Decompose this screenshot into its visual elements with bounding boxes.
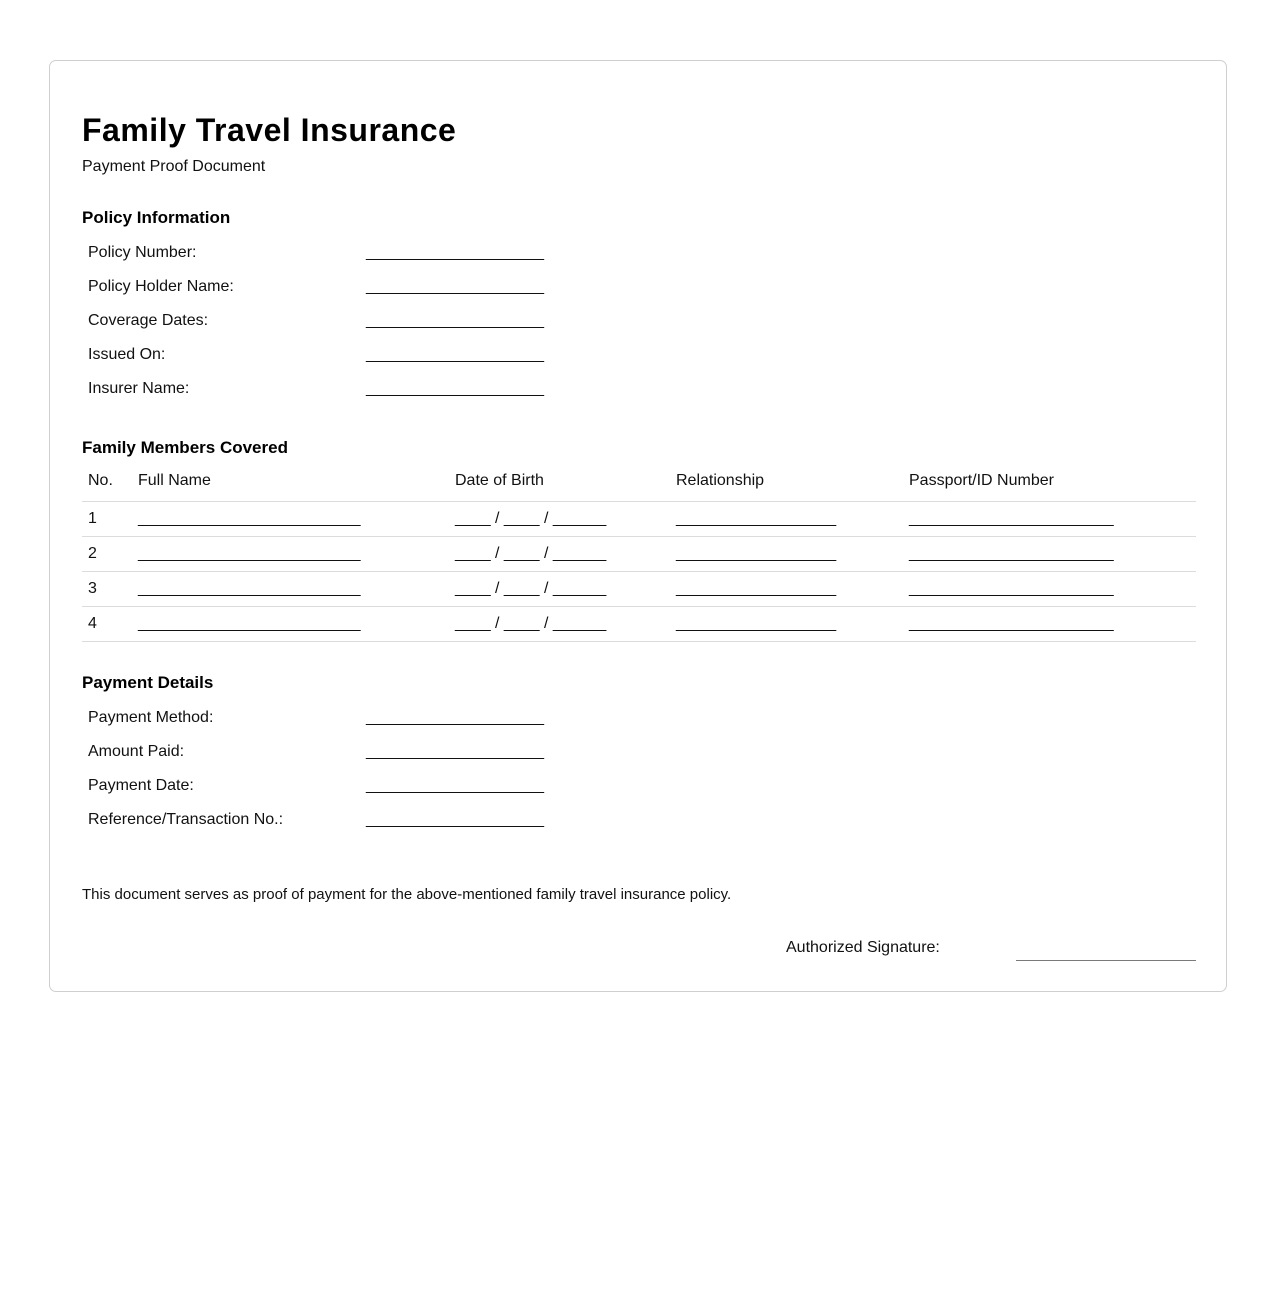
cell-relationship: __________________ bbox=[670, 572, 903, 607]
cell-date-of-birth: ____ / ____ / ______ bbox=[449, 572, 670, 607]
cell-full-name: _________________________ bbox=[132, 537, 449, 572]
table-row bbox=[82, 537, 1196, 572]
column-header-no: No. bbox=[82, 461, 132, 502]
column-header-full-name: Full Name bbox=[132, 461, 449, 502]
document-subtitle: Payment Proof Document bbox=[82, 158, 266, 175]
field-label: Policy Holder Name: bbox=[88, 278, 234, 295]
cell-no: 2 bbox=[82, 537, 132, 572]
cell-full-name: _________________________ bbox=[132, 502, 449, 537]
payment-details-heading: Payment Details bbox=[82, 673, 214, 692]
column-header-relationship: Relationship bbox=[670, 461, 903, 502]
reference-transaction-blank: ____________________ bbox=[366, 811, 544, 828]
field-payment-method bbox=[88, 709, 688, 733]
cell-date-of-birth: ____ / ____ / ______ bbox=[449, 537, 670, 572]
table-row bbox=[82, 572, 1196, 607]
field-label: Payment Date: bbox=[88, 777, 194, 794]
cell-passport-id: _______________________ bbox=[903, 537, 1196, 572]
field-label: Amount Paid: bbox=[88, 743, 185, 760]
table-header-row bbox=[82, 461, 1196, 502]
cell-no: 4 bbox=[82, 607, 132, 642]
authorized-signature bbox=[786, 939, 1196, 963]
field-label: Coverage Dates: bbox=[88, 312, 209, 329]
family-members-table bbox=[82, 461, 1196, 642]
policy-holder-name-blank: ____________________ bbox=[366, 278, 544, 295]
document-card bbox=[49, 60, 1227, 992]
field-label: Insurer Name: bbox=[88, 380, 190, 397]
payment-proof-statement: This document serves as proof of payment for the above-mentioned family travel insurance policy. bbox=[82, 886, 732, 903]
field-payment-date bbox=[88, 777, 688, 801]
payment-date-blank: ____________________ bbox=[366, 777, 544, 794]
signature-label: Authorized Signature: bbox=[786, 939, 940, 956]
table-row bbox=[82, 607, 1196, 642]
field-label: Payment Method: bbox=[88, 709, 214, 726]
field-label: Issued On: bbox=[88, 346, 166, 363]
column-header-date-of-birth: Date of Birth bbox=[449, 461, 670, 502]
policy-information-heading: Policy Information bbox=[82, 208, 231, 227]
cell-full-name: _________________________ bbox=[132, 572, 449, 607]
field-coverage-dates bbox=[88, 312, 688, 336]
field-amount-paid bbox=[88, 743, 688, 767]
cell-relationship: __________________ bbox=[670, 537, 903, 572]
document-title: Family Travel Insurance bbox=[82, 112, 457, 148]
field-insurer-name bbox=[88, 380, 688, 404]
field-reference-transaction-no bbox=[88, 811, 688, 835]
table-row bbox=[82, 502, 1196, 537]
amount-paid-blank: ____________________ bbox=[366, 743, 544, 760]
cell-relationship: __________________ bbox=[670, 607, 903, 642]
cell-passport-id: _______________________ bbox=[903, 607, 1196, 642]
field-issued-on bbox=[88, 346, 688, 370]
issued-on-blank: ____________________ bbox=[366, 346, 544, 363]
cell-no: 3 bbox=[82, 572, 132, 607]
cell-no: 1 bbox=[82, 502, 132, 537]
cell-passport-id: _______________________ bbox=[903, 502, 1196, 537]
cell-date-of-birth: ____ / ____ / ______ bbox=[449, 502, 670, 537]
field-label: Policy Number: bbox=[88, 244, 197, 261]
signature-line bbox=[1016, 960, 1196, 961]
family-members-heading: Family Members Covered bbox=[82, 438, 288, 457]
payment-method-blank: ____________________ bbox=[366, 709, 544, 726]
coverage-dates-blank: ____________________ bbox=[366, 312, 544, 329]
cell-date-of-birth: ____ / ____ / ______ bbox=[449, 607, 670, 642]
field-label: Reference/Transaction No.: bbox=[88, 811, 284, 828]
insurer-name-blank: ____________________ bbox=[366, 380, 544, 397]
column-header-passport-id: Passport/ID Number bbox=[903, 461, 1196, 502]
cell-full-name: _________________________ bbox=[132, 607, 449, 642]
cell-passport-id: _______________________ bbox=[903, 572, 1196, 607]
field-policy-holder-name bbox=[88, 278, 688, 302]
field-policy-number bbox=[88, 244, 688, 268]
policy-number-blank: ____________________ bbox=[366, 244, 544, 261]
cell-relationship: __________________ bbox=[670, 502, 903, 537]
